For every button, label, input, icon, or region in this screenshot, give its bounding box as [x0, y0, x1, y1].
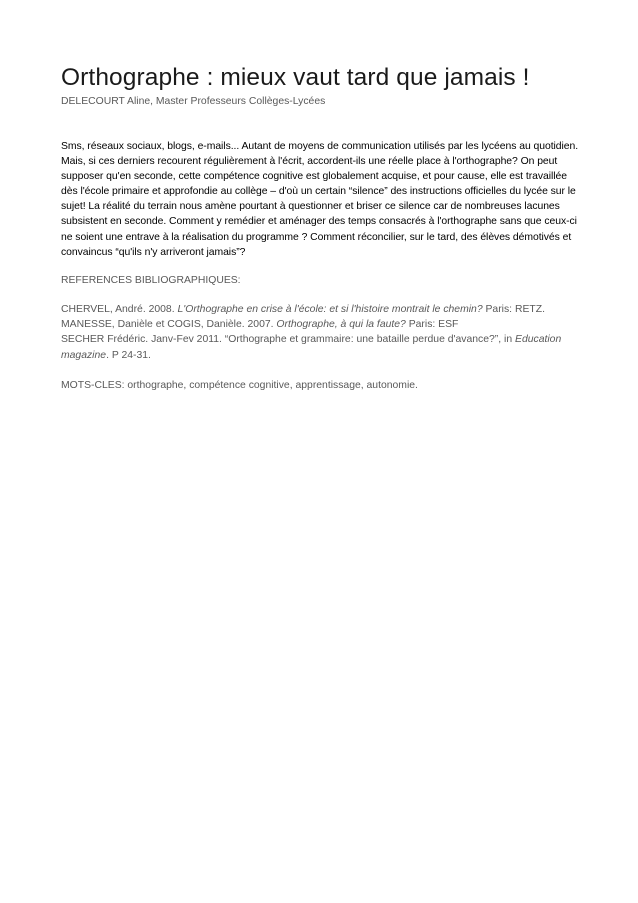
- references-list: [61, 302, 581, 363]
- document-title: Orthographe : mieux vaut tard que jamais !: [61, 64, 530, 91]
- abstract-paragraph: Sms, réseaux sociaux, blogs, e-mails... Autant de moyens de communication utilisés par les lycéens au quotidien. Mais, si ces derniers recourent régulièrement à l'écrit, accordent-ils une réelle place à l'orthographe? On peut supposer qu'en seconde, cette compétence cognitive est globalement acquise, et pour cause, elle est travaillée dès l'école primaire et approfondie au collège – d'où un certain “silence” des instructions officielles du lycée sur le sujet! La réalité du terrain nous amène pourtant à questionner et briser ce silence car de nombreuses lacunes subsistent en seconde. Comment y remédier et aménager des temps consacrés à l'orthographe sans que ceux-ci ne soient une entrave à la réalisation du programme ? Comment réconcilier, sur le tard, des élèves démotivés et convaincus “qu'ils n'y arriveront jamais”?: [61, 141, 579, 258]
- reference-prefix: MANESSE, Danièle et COGIS, Danièle. 2007.: [61, 319, 277, 331]
- reference-suffix: Paris: ESF: [405, 319, 459, 331]
- reference-title: L'Orthographe en crise à l'école: et si l'histoire montrait le chemin?: [177, 303, 483, 315]
- reference-title: Education magazine: [61, 334, 562, 361]
- author-line: DELECOURT Aline, Master Professeurs Collèges-Lycées: [61, 96, 326, 107]
- reference-title: Orthographe, à qui la faute?: [276, 319, 406, 331]
- reference-item: [61, 302, 581, 317]
- reference-suffix: . P 24-31.: [106, 349, 151, 361]
- references-heading: REFERENCES BIBLIOGRAPHIQUES:: [61, 274, 241, 286]
- reference-item: [61, 332, 581, 363]
- reference-suffix: Paris: RETZ.: [482, 303, 545, 315]
- reference-item: [61, 317, 581, 332]
- reference-prefix: SECHER Frédéric. Janv-Fev 2011. “Orthographe et grammaire: une bataille perdue d'avance?”, in: [61, 334, 516, 346]
- reference-prefix: CHERVEL, André. 2008.: [61, 303, 178, 315]
- keywords-line: MOTS-CLES: orthographe, compétence cognitive, apprentissage, autonomie.: [61, 379, 418, 391]
- document-page: [61, 62, 581, 393]
